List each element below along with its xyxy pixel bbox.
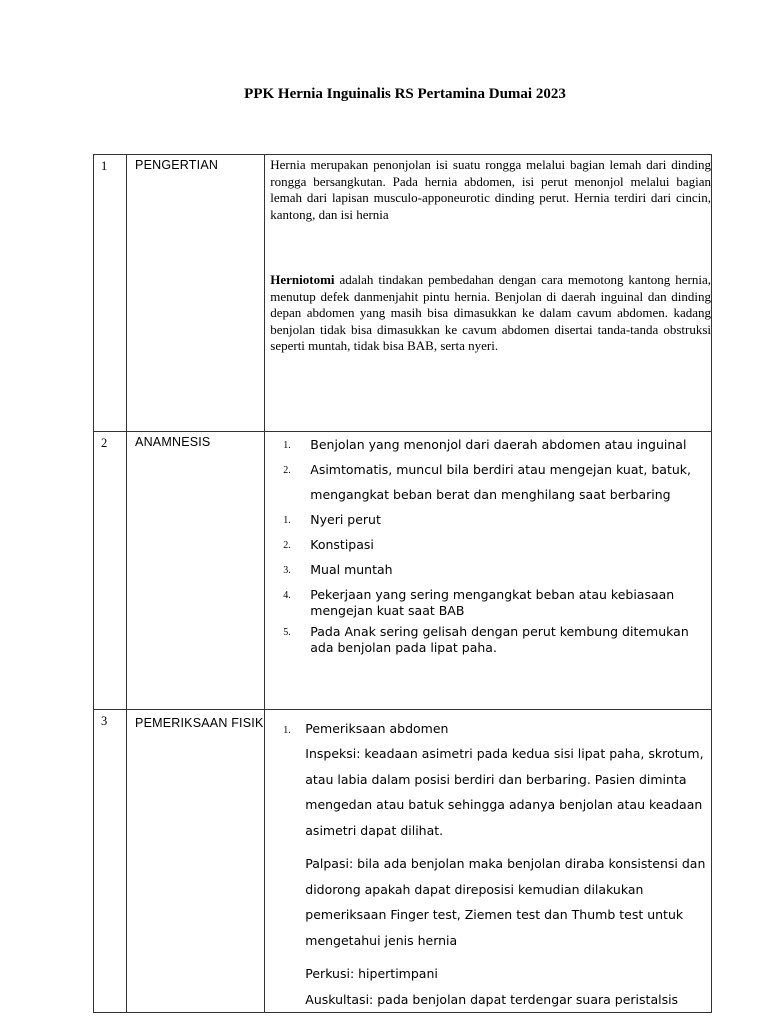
exam-heading-text: Pemeriksaan abdomen <box>305 721 449 736</box>
table-row <box>94 710 712 1013</box>
list-marker: 4. <box>283 590 291 601</box>
exam-content <box>265 710 711 1012</box>
row-content-cell <box>265 710 712 1013</box>
page-title: PPK Hernia Inguinalis RS Pertamina Dumai 2023 <box>244 86 566 102</box>
auskultasi-text: Auskultasi: pada benjolan dapat terdengar suara peristalsis <box>305 991 679 1007</box>
list-marker: 1. <box>283 515 291 526</box>
list-marker: 1. <box>283 725 291 736</box>
ppk-table <box>93 154 712 1013</box>
row-number-cell <box>94 432 127 710</box>
list-marker: 3. <box>283 565 291 576</box>
row-label-cell <box>127 432 265 710</box>
inspeksi-text: Inspeksi: keadaan asimetri pada kedua sisi lipat paha, skrotum, atau labia dalam posisi berdiri dan berbaring. Pasien diminta mengedan atau batuk sehingga adanya benjolan atau keadaan asimetri dapat dilihat. <box>305 746 704 838</box>
list-item <box>283 624 711 656</box>
palpasi-text: Palpasi: bila ada benjolan maka benjolan diraba konsistensi dan didorong apakah dapat direposisi kemudian dilakukan pemeriksaan Finger test, Ziemen test dan Thumb test untuk mengetahui jenis hernia <box>305 856 706 948</box>
row-label-cell <box>127 710 265 1013</box>
row-number-cell <box>94 710 127 1013</box>
row-number-cell <box>94 155 127 432</box>
perkusi-text: Perkusi: hipertimpani <box>305 966 438 981</box>
list-item <box>283 532 711 557</box>
list-marker: 5. <box>283 627 291 638</box>
list-item-text: Pekerjaan yang sering mengangkat beban atau kebiasaan mengejan kuat saat BAB <box>310 587 675 618</box>
list-marker: 2. <box>283 465 291 476</box>
list-item-text: Mual muntah <box>310 562 393 577</box>
list-item-text: Pada Anak sering gelisah dengan perut kembung ditemukan ada benjolan pada lipat paha. <box>310 624 689 655</box>
row-number: 3 <box>101 714 108 728</box>
row-number: 1 <box>101 159 108 173</box>
herniotomi-term: Herniotomi <box>270 272 335 287</box>
row-content-cell <box>265 155 712 432</box>
list-marker: 1. <box>283 440 291 451</box>
row-label-cell <box>127 155 265 432</box>
list-item <box>283 457 711 507</box>
herniotomi-text: adalah tindakan pembedahan dengan cara memotong kantong hernia, menutup defek danmenjahit pintu hernia. Benjolan di daerah inguinal dan dinding depan abdomen yang masih bisa dimasukkan ke dalam cavum abdomen. kadang benjolan tidak bisa dimasukkan ke cavum abdomen disertai tanda-tanda obstruksi seperti muntah, tidak bisa BAB, serta nyeri. <box>270 272 711 353</box>
section-label-pemeriksaan-fisik: PEMERIKSAAN FISIK <box>135 716 264 730</box>
section-label-anamnesis: ANAMNESIS <box>135 435 211 449</box>
list-item-text: Asimtomatis, muncul bila berdiri atau mengejan kuat, batuk, mengangkat beban berat dan menghilang saat berbaring <box>310 462 691 502</box>
definition-paragraph: Hernia merupakan penonjolan isi suatu rongga melalui bagian lemah dari dinding rongga bersangkutan. Pada hernia abdomen, isi perut menonjol melalui bagian lemah dari lapisan musculo-apponeurotic dinding perut. Hernia terdiri dari cincin, kantong, dan isi hernia <box>270 157 711 222</box>
list-item <box>283 557 711 582</box>
row-content-cell <box>265 432 712 710</box>
list-item-text: Nyeri perut <box>310 512 381 527</box>
list-item-text: Benjolan yang menonjol dari daerah abdomen atau inguinal <box>310 437 687 452</box>
exam-heading <box>283 716 711 741</box>
table-row <box>94 155 712 432</box>
table-row <box>94 432 712 710</box>
anamnesis-list <box>265 432 711 656</box>
list-item-text: Konstipasi <box>310 537 374 552</box>
list-item <box>283 507 711 532</box>
list-item <box>283 587 711 619</box>
list-item <box>283 432 711 457</box>
herniotomi-paragraph <box>265 270 711 355</box>
section-label-pengertian: PENGERTIAN <box>135 158 219 172</box>
row-number: 2 <box>101 436 108 450</box>
list-marker: 2. <box>283 540 291 551</box>
